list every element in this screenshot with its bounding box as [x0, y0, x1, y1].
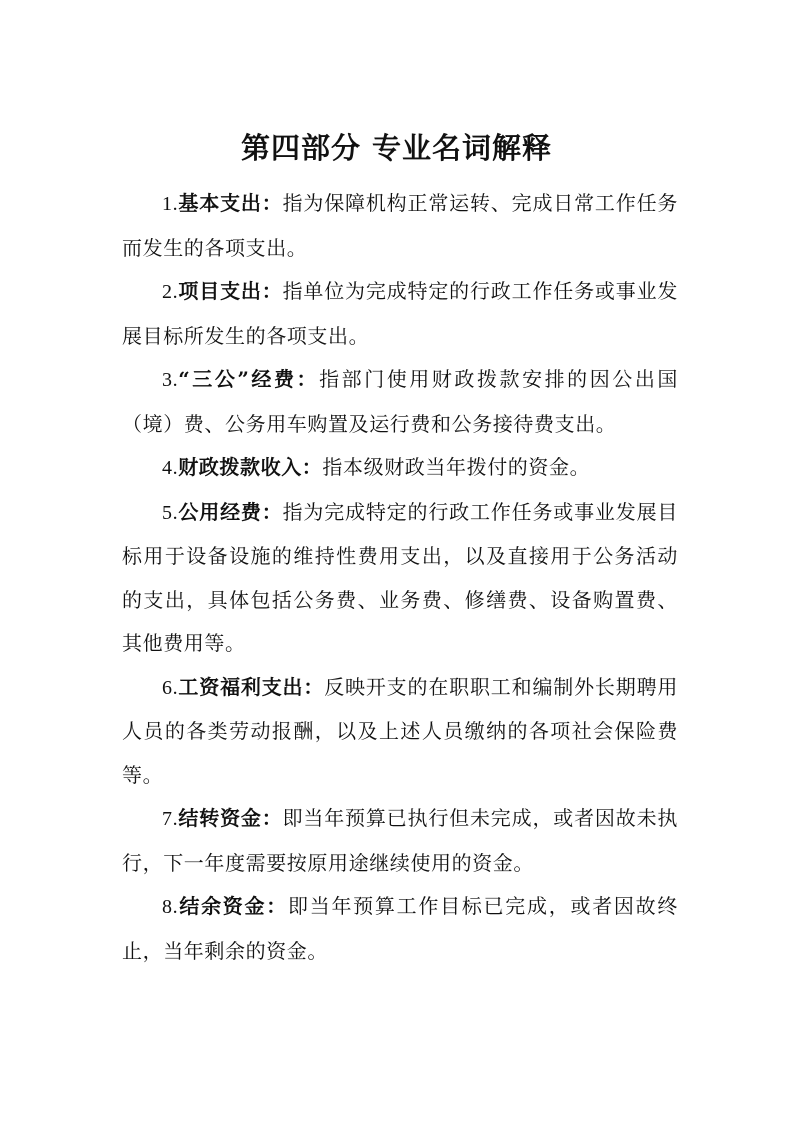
item-description: 指为保障机构正常运转、完成日常工作任务而发生的各项支出。	[122, 191, 679, 260]
item-description: 即当年预算已执行但未完成，或者因故未执行，下一年度需要按原用途继续使用的资金。	[122, 806, 679, 875]
definition-item	[122, 666, 678, 798]
item-number: 5.	[162, 501, 179, 524]
item-term: 结余资金：	[178, 894, 288, 918]
item-description: 指本级财政当年拨付的资金。	[322, 455, 591, 479]
definition-item	[122, 270, 678, 358]
item-number: 2.	[162, 281, 179, 303]
definition-list	[122, 182, 678, 973]
definition-item	[122, 358, 678, 446]
definition-item	[122, 885, 678, 973]
item-description: 指单位为完成特定的行政工作任务或事业发展目标所发生的各项支出。	[122, 279, 679, 348]
item-description: 指为完成特定的行政工作任务或事业发展目标用于设备设施的维持性费用支出，以及直接用于公务活动的支出，具体包括公务费、业务费、修缮费、设备购置费、其他费用等。	[122, 499, 679, 655]
item-number: 6.	[162, 676, 179, 699]
item-term: 公用经费：	[178, 499, 283, 524]
item-number: 4.	[162, 457, 179, 479]
item-term: 财政拨款收入：	[178, 455, 323, 479]
definition-item	[122, 182, 678, 270]
page-title: 第四部分 专业名词解释	[240, 131, 553, 165]
item-description: 即当年预算工作目标已完成，或者因故终止，当年剩余的资金。	[122, 894, 678, 963]
item-number: 8.	[162, 896, 179, 918]
item-term: “三公”经费：	[178, 367, 320, 391]
definition-item	[122, 446, 678, 491]
item-description: 反映开支的在职职工和编制外长期聘用人员的各类劳动报酬，以及上述人员缴纳的各项社会保险费等。	[122, 674, 678, 787]
item-term: 项目支出：	[178, 279, 283, 303]
item-term: 基本支出：	[178, 191, 283, 215]
item-description: 指部门使用财政拨款安排的因公出国（境）费、公务用车购置及运行费和公务接待费支出。	[122, 367, 678, 436]
item-number: 3.	[162, 369, 179, 391]
item-term: 工资福利支出：	[178, 674, 325, 699]
item-term: 结转资金：	[178, 806, 283, 830]
item-number: 1.	[162, 193, 179, 215]
definition-item	[122, 491, 678, 666]
item-number: 7.	[162, 808, 179, 830]
definition-item	[122, 797, 678, 885]
